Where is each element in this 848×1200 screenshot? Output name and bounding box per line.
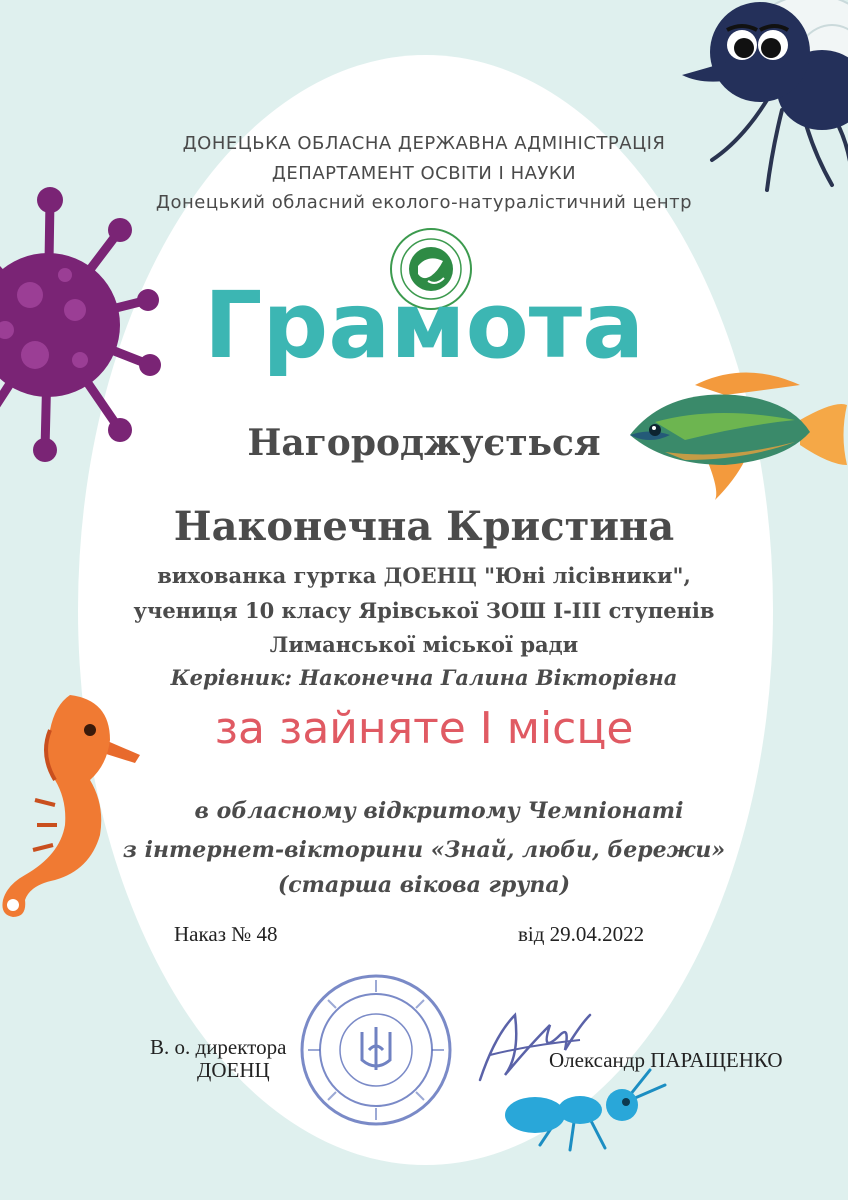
- recipient-description-3: Лиманської міської ради: [269, 632, 579, 657]
- signature-scribble: [470, 995, 600, 1095]
- seal-stamp: [298, 972, 454, 1128]
- header-center: Донецький обласний еколого-натуралістичний центр: [155, 192, 693, 213]
- signer-role-2: ДОЕНЦ: [197, 1058, 270, 1082]
- trident-icon: [362, 1027, 390, 1070]
- order-date: від 29.04.2022: [518, 922, 645, 946]
- recipient-description-2: учениця 10 класу Ярівської ЗОШ І-ІІІ ступенів: [133, 598, 715, 623]
- header-department: ДЕПАРТАМЕНТ ОСВІТИ І НАУКИ: [271, 163, 577, 184]
- recipient-description-1: вихованка гуртка ДОЕНЦ "Юні лісівники",: [157, 563, 691, 588]
- recipient-name: Наконечна Кристина: [173, 503, 675, 550]
- event-line-2: з інтернет-вікторини «Знай, люби, бережи»: [122, 837, 726, 863]
- leader-line: Керівник: Наконечна Галина Вікторівна: [170, 665, 678, 690]
- event-line-3: (старша вікова група): [277, 872, 571, 898]
- signer-role-1: В. о. директора: [150, 1035, 287, 1059]
- header-administration: ДОНЕЦЬКА ОБЛАСНА ДЕРЖАВНА АДМІНІСТРАЦІЯ: [182, 133, 666, 154]
- certificate-title: Грамота: [203, 272, 645, 379]
- event-line-1: в обласному відкритому Чемпіонаті: [194, 798, 684, 824]
- place-line: за зайняте І місце: [214, 703, 634, 754]
- award-line: Нагороджується: [247, 422, 601, 464]
- order-number: Наказ № 48: [174, 922, 278, 946]
- signer-name: Олександр ПАРАЩЕНКО: [549, 1048, 783, 1072]
